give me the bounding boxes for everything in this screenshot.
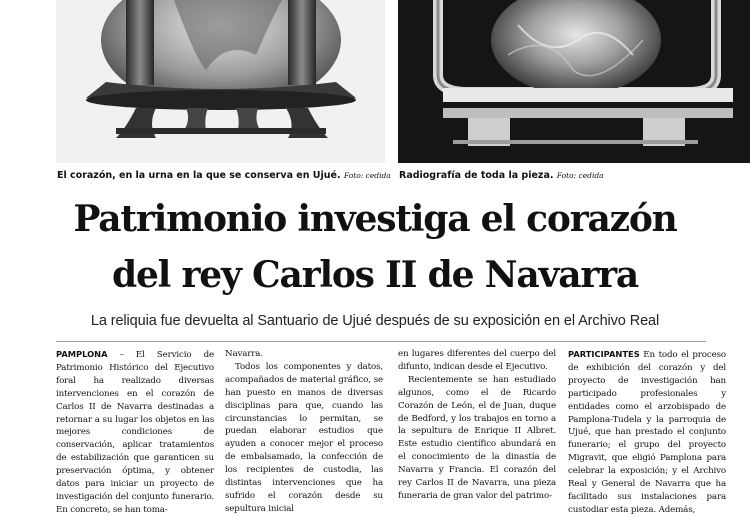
xray-photo	[398, 0, 750, 163]
dateline: PAMPLONA	[56, 349, 108, 359]
paragraph: Navarra.	[225, 349, 263, 359]
urn-illustration	[56, 0, 385, 163]
reliquary-urn-photo	[56, 0, 385, 163]
article-column-2	[225, 348, 383, 516]
paragraph	[568, 348, 726, 517]
left-photo-caption	[57, 170, 391, 182]
paragraph: Recientemente se han estudiado algunos, como el de Ricardo Corazón de León, el de Juan, duque de Bedford, y los trabajos en torno a la sepultura de Enrique II Albret. Este estudio científico abundará en el conocimiento de la dinastía de Navarra y Francia. El corazón del rey Carlos II de Navarra, una pieza funeraria de gran valor del patrimo-	[398, 374, 556, 501]
right-photo-caption	[399, 170, 604, 182]
caption-text: El corazón, en la urna en la que se conserva en Ujué.	[57, 170, 341, 181]
xray-illustration	[398, 0, 750, 163]
article-column-3	[398, 348, 556, 503]
photo-credit: Foto: cedida	[556, 171, 604, 180]
paragraph: Todos los componentes y datos, acompañados de material gráfico, se han puesto en manos de diversas disciplinas para que, cuando las circunstancias lo permitan, se puedan elaborar estudios que ayuden a conocer mejor el proceso de embalsamado, la confección de los recipientes de custodia, las distintas intervenciones que ha sufrido el corazón desde su sepultura inicial	[225, 361, 383, 514]
paragraph-text: En todo el proceso de exhibición del corazón y del proyecto de investigación han participado profesionales y entidades como el arzobispado de Pamplona-Tudela y la parroquia de Ujué, que han prestado el conjunto funerario; el grupo del proyecto Migravit, que eligió Pamplona para celebrar la exposición; y el Archivo Real y General de Navarra que ha facilitado sus instalaciones para custodiar esta pieza. Además,	[568, 350, 726, 515]
headline-line-1: Patrimonio investiga el corazón	[73, 198, 677, 240]
article-column-4	[568, 348, 726, 517]
divider	[56, 341, 706, 342]
headline-line-2: del rey Carlos II de Navarra	[112, 254, 638, 296]
paragraph-text: – El Servicio de Patrimonio Histórico del Ejecutivo foral ha realizado diversas intervenciones en el corazón de Carlos II de Navarra destinadas a retornar a su lugar los objetos en las mejores condiciones de conservación, aplicar tratamientos de estabilización que garanticen su preservación óptima, y obtener datos para iniciar un proyecto de investigación del conjunto funerario. En concreto, se han toma-	[56, 350, 214, 515]
caption-text: Radiografía de toda la pieza.	[399, 170, 554, 181]
section-lead: PARTICIPANTES	[568, 349, 640, 359]
paragraph: en lugares diferentes del cuerpo del difunto, indican desde el Ejecutivo.	[398, 349, 556, 372]
article-subtitle: La reliquia fue devuelta al Santuario de Ujué después de su exposición en el Archivo Real	[90, 313, 660, 329]
photo-credit: Foto: cedida	[343, 171, 391, 180]
paragraph	[56, 348, 214, 517]
article-column-1	[56, 348, 214, 517]
